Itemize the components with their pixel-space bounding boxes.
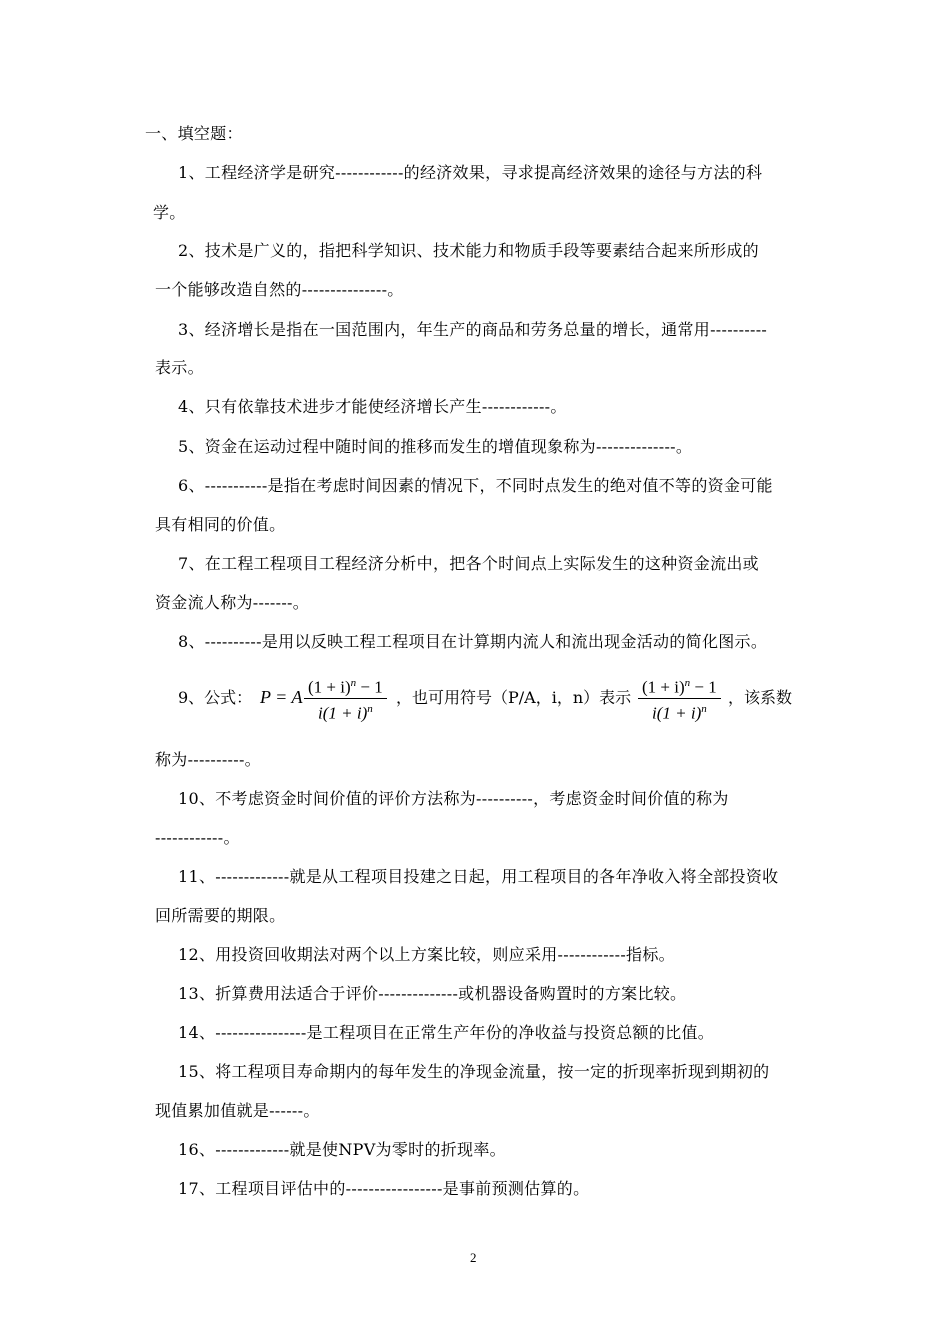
fraction-denominator: $i(1 + i)^n$ (651, 702, 707, 723)
text-line: 具有相同的价值。 (155, 515, 286, 534)
text-line: 11、-------------就是从工程项目投建之日起，用工程项目的各年净收入将全部投资收 (178, 867, 779, 886)
text-line: 15、将工程项目寿命期内的每年发生的净现金流量，按一定的折现率折现到期初的 (178, 1062, 770, 1081)
page-number: 2 (470, 1250, 477, 1265)
text-line: 4、只有依靠技术进步才能使经济增长产生------------。 (178, 397, 567, 416)
formula-fraction-2 (638, 673, 721, 723)
fraction-numerator: $(1 + i)^n - 1$ (638, 673, 721, 699)
formula-suffix: ，该系数 (728, 688, 793, 707)
text-line: 17、工程项目评估中的-----------------是事前预测估算的。 (178, 1179, 590, 1198)
formula-prefix: 9、公式： (178, 688, 253, 707)
text-line: 现值累加值就是------。 (155, 1101, 320, 1120)
text-line: 3、经济增长是指在一国范围内，年生产的商品和劳务总量的增长，通常用---------- (178, 320, 768, 339)
text-line: 13、折算费用法适合于评价--------------或机器设备购置时的方案比较。 (178, 984, 687, 1003)
text-line: 10、不考虑资金时间价值的评价方法称为----------，考虑资金时间价值的称为 (178, 789, 729, 808)
text-line: ------------。 (155, 828, 240, 847)
text-line: 2、技术是广义的，指把科学知识、技术能力和物质手段等要素结合起来所形成的 (178, 241, 759, 260)
text-line: 1、工程经济学是研究------------的经济效果，寻求提高经济效果的途径与方法的科 (178, 163, 763, 182)
text-line: 资金流人称为-------。 (155, 593, 310, 612)
text-line: 一个能够改造自然的---------------。 (155, 280, 404, 299)
formula-lhs: P = A (260, 687, 303, 707)
formula-middle-text: ，也可用符号（P/A，i，n）表示 (396, 688, 632, 707)
text-line: 7、在工程工程项目工程经济分析中，把各个时间点上实际发生的这种资金流出或 (178, 554, 759, 573)
text-line: 回所需要的期限。 (155, 906, 286, 925)
formula-fraction-1 (304, 673, 387, 723)
fraction-denominator: $i(1 + i)^n$ (317, 702, 373, 723)
text-line: 5、资金在运动过程中随时间的推移而发生的增值现象称为--------------。 (178, 437, 693, 456)
text-line: 称为----------。 (155, 750, 261, 769)
text-line: 学。 (153, 203, 186, 222)
fraction-numerator: $(1 + i)^n - 1$ (304, 673, 387, 699)
formula-line (178, 673, 818, 723)
text-line: 16、-------------就是使NPV为零时的折现率。 (178, 1140, 506, 1159)
text-line: 表示。 (155, 358, 204, 377)
section-heading: 一、填空题： (145, 124, 243, 143)
text-line: 8、----------是用以反映工程工程项目在计算期内流人和流出现金活动的简化图示。 (178, 632, 768, 651)
text-line: 12、用投资回收期法对两个以上方案比较，则应采用------------指标。 (178, 945, 675, 964)
text-line: 6、-----------是指在考虑时间因素的情况下，不同时点发生的绝对值不等的资金可能 (178, 476, 773, 495)
text-line: 14、----------------是工程项目在正常生产年份的净收益与投资总额的比值。 (178, 1023, 715, 1042)
